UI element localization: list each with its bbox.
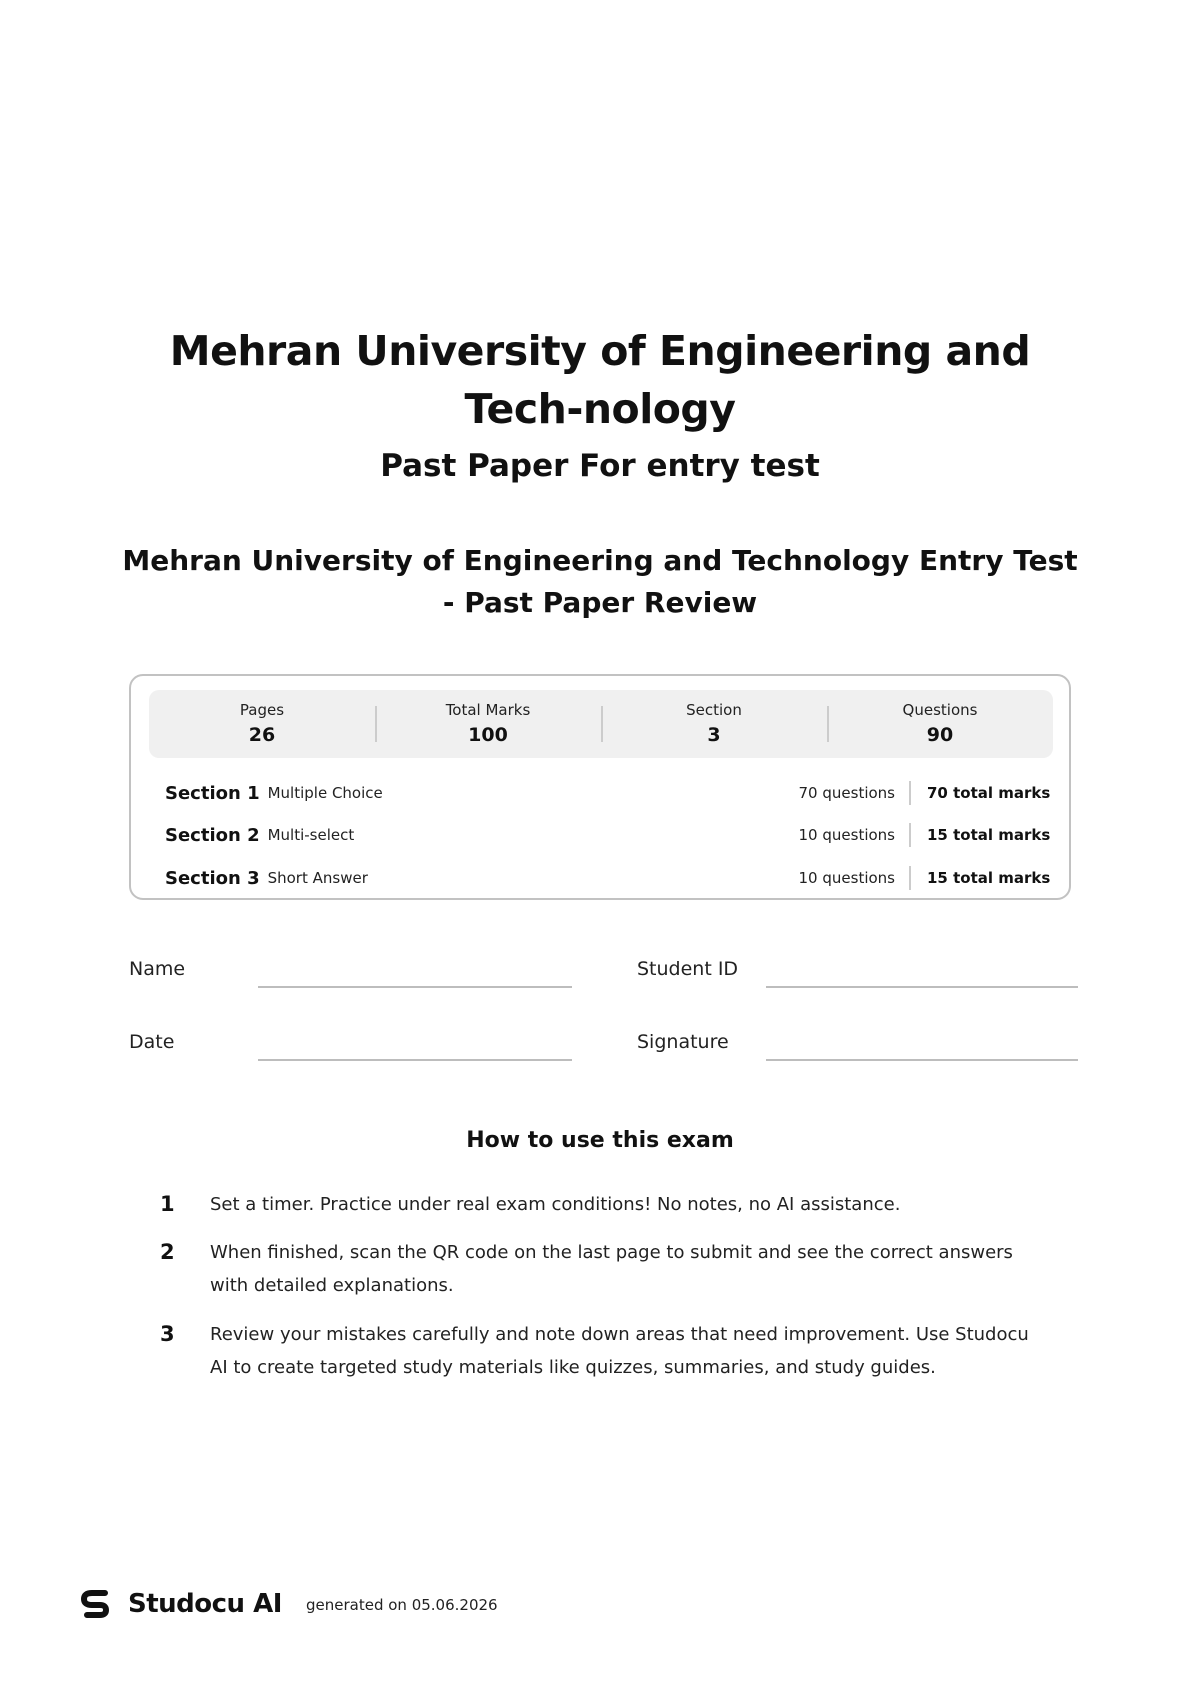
section-row-3 bbox=[165, 865, 1051, 891]
step-number: 3 bbox=[160, 1322, 175, 1346]
stat-label: Pages bbox=[239, 701, 285, 719]
footer-brand: Studocu AI bbox=[128, 1589, 282, 1619]
studocu-logo-icon bbox=[78, 1586, 114, 1622]
howto-title: How to use this exam bbox=[466, 1128, 734, 1153]
section-row-1 bbox=[165, 780, 1051, 806]
name-field[interactable] bbox=[258, 986, 572, 988]
student-id-field[interactable] bbox=[766, 986, 1078, 988]
step-text: When finished, scan the QR code on the last page to submit and see the correct answers with detailed explanations. bbox=[210, 1242, 1013, 1296]
section-name: Section 2 bbox=[165, 824, 260, 846]
stat-label: Section bbox=[686, 701, 742, 719]
stat-value: 26 bbox=[248, 724, 276, 746]
step-text: Set a timer. Practice under real exam conditions! No notes, no AI assistance. bbox=[210, 1194, 901, 1215]
signature-label: Signature bbox=[637, 1031, 729, 1053]
stat-value: 100 bbox=[468, 724, 508, 746]
generated-date: generated on 05.06.2026 bbox=[306, 1596, 498, 1614]
section-questions: 10 questions bbox=[798, 826, 895, 844]
section-type: Multiple Choice bbox=[267, 784, 383, 802]
stats-bar bbox=[149, 690, 1053, 758]
section-questions: 10 questions bbox=[798, 869, 895, 887]
section-type: Short Answer bbox=[267, 869, 368, 887]
stat-pages bbox=[149, 690, 375, 758]
stat-section bbox=[601, 690, 827, 758]
step-number: 1 bbox=[160, 1192, 175, 1216]
document-subtitle: Past Paper For entry test bbox=[380, 448, 820, 484]
stat-value: 3 bbox=[707, 724, 721, 746]
step-text: Review your mistakes carefully and note down areas that need improvement. Use Studocu AI to create targeted study materials like quizzes, summaries, and study guides. bbox=[210, 1324, 1029, 1378]
stat-value: 90 bbox=[926, 724, 954, 746]
section-marks: 15 total marks bbox=[927, 869, 1051, 887]
date-label: Date bbox=[129, 1031, 175, 1053]
exam-summary-box bbox=[129, 674, 1071, 900]
stat-total-marks bbox=[375, 690, 601, 758]
section-name: Section 3 bbox=[165, 867, 260, 889]
signature-field[interactable] bbox=[766, 1059, 1078, 1061]
student-id-label: Student ID bbox=[637, 958, 739, 980]
section-type: Multi-select bbox=[267, 826, 355, 844]
stat-label: Total Marks bbox=[445, 701, 531, 719]
document-title: Mehran University of Engineering and Tech-nology bbox=[169, 327, 1031, 433]
stat-questions bbox=[827, 690, 1053, 758]
step-number: 2 bbox=[160, 1240, 175, 1264]
date-field[interactable] bbox=[258, 1059, 572, 1061]
section-marks: 70 total marks bbox=[927, 784, 1051, 802]
section-name: Section 1 bbox=[165, 782, 260, 804]
stat-label: Questions bbox=[902, 701, 978, 719]
name-label: Name bbox=[129, 958, 186, 980]
section-marks: 15 total marks bbox=[927, 826, 1051, 844]
section-row-2 bbox=[165, 822, 1051, 848]
review-title: Mehran University of Engineering and Technology Entry Test - Past Paper Review bbox=[122, 544, 1078, 619]
section-questions: 70 questions bbox=[798, 784, 895, 802]
